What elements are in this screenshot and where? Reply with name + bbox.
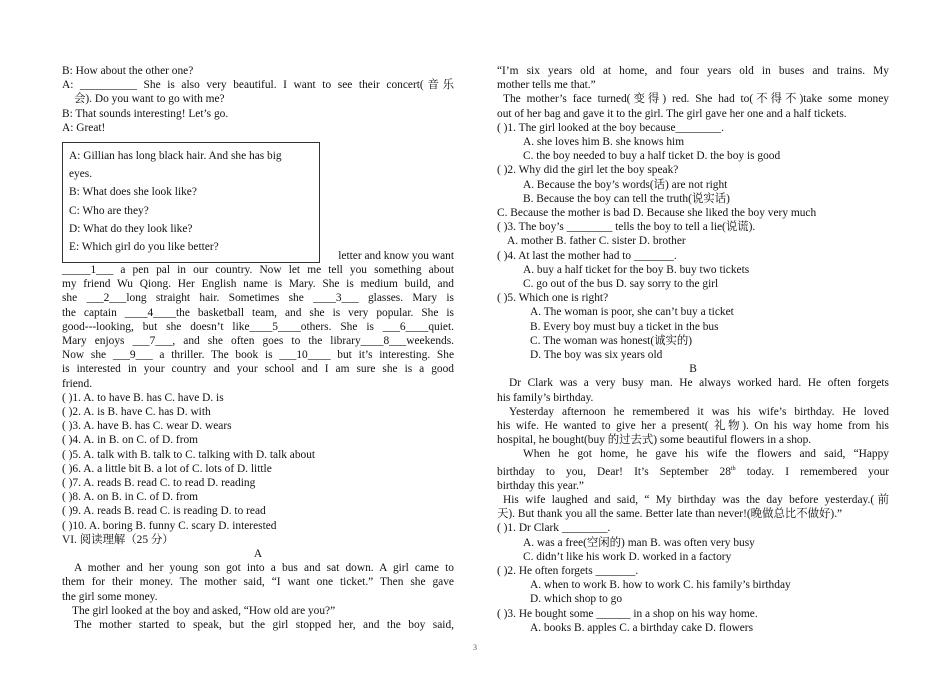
cloze-question: ( )1. A. to have B. has C. have D. is <box>62 391 224 404</box>
passage-a-line: mother tells me that.” <box>497 79 596 92</box>
cloze-question: ( )4. A. in B. on C. of D. from <box>62 434 199 447</box>
dialogue-line: B: How about the other one? <box>62 65 194 77</box>
cloze-question: ( )5. A. talk with B. talk to C. talking with D. talk about <box>62 448 316 461</box>
answer-options: C. didn’t like his work D. worked in a factory <box>523 550 732 563</box>
cloze-line: letter and know you want <box>338 249 454 262</box>
passage-b-line: Yesterday afternoon he remembered it was his wife’s birthday. He loved <box>509 405 889 418</box>
answer-options: A. when to work B. how to work C. his family’s birthday <box>530 579 791 592</box>
passage-a-line: The girl looked at the boy and asked, “How old are you?” <box>72 604 336 617</box>
passage-b-line: When he got home, he gave his wife the flowers and said, “Happy <box>523 448 889 461</box>
answer-options: A. buy a half ticket for the boy B. buy two tickets <box>523 263 750 276</box>
passage-a-line: The mother started to speak, but the girl stopped her, and the boy said, <box>74 619 454 632</box>
answer-options: B. Because the boy can tell the truth(说实话) <box>523 192 730 205</box>
answer-options: D. which shop to go <box>530 593 623 606</box>
question: ( )2. He often forgets _______. <box>497 564 639 577</box>
passage-a-line: A mother and her young son got into a bus and sat down. A girl came to <box>74 562 454 575</box>
answer-options: B. Every boy must buy a ticket in the bus <box>530 320 719 333</box>
dialogue-line: A: __________ She is also very beautiful. I want to see their concert(音乐 <box>62 79 454 92</box>
ordinal-suffix: th <box>730 465 736 472</box>
passage-a-line: them for their money. The mother said, “I want one ticket.” Then she gave <box>62 576 454 589</box>
cloze-question: ( )6. A. a little bit B. a lot of C. lots of D. little <box>62 462 272 475</box>
passage-b-line: his wife. He wanted to give her a present( 礼物). On his way home from his <box>497 420 889 433</box>
passage-b-line: hospital, he bought(buy 的过去式) some beautiful flowers in a shop. <box>497 434 812 447</box>
passage-b-line <box>497 462 889 479</box>
passage-a-line: out of her bag and gave it to the girl. The girl gave her one and a half tickets. <box>497 107 847 120</box>
cloze-line: Now she ___9___ a thriller. The book is ___10____ but it’s interesting. She <box>62 349 454 362</box>
answer-options: C. go out of the bus D. say sorry to the girl <box>523 278 719 291</box>
passage-b-line: His wife laughed and said, “ My birthday was the day before yesterday.(前 <box>503 493 889 506</box>
passage-b-line: 天). But thank you all the same. Better late than never!(晚做总比不做好).” <box>497 508 843 521</box>
answer-options: C. Because the mother is bad D. Because she liked the boy very much <box>497 207 817 220</box>
passage-a-line: the girl some money. <box>62 590 158 603</box>
cloze-line: my friend Wu Qiong. Her English name is Mary. She is medium build, and <box>62 278 454 291</box>
question: ( )5. Which one is right? <box>497 292 609 305</box>
option-line: E: Which girl do you like better? <box>69 241 219 254</box>
cloze-line: is interested in your country and your school and I am sure she is a good <box>62 363 454 376</box>
dialogue-line: 会). Do you want to go with me? <box>74 93 225 106</box>
passage-b-text: today. I remembered your <box>735 465 889 478</box>
cloze-line: she ___2___long straight hair. Sometimes she ____3___ glasses. Mary is <box>62 292 454 305</box>
question: ( )3. The boy’s ________ tells the boy to tell a lie(说谎). <box>497 221 756 234</box>
passage-b-line: Dr Clark was a very busy man. He always worked hard. He often forgets <box>509 377 889 390</box>
passage-a-line: “I’m six years old at home, and four years old in buses and trains. My <box>497 65 889 77</box>
right-column <box>497 64 889 635</box>
cloze-question: ( )7. A. reads B. read C. to read D. reading <box>62 477 256 490</box>
cloze-question: ( )9. A. reads B. read C. is reading D. to read <box>62 505 266 518</box>
option-line: eyes. <box>69 168 93 181</box>
options-box <box>62 142 320 263</box>
answer-options: A. Because the boy’s words(话) are not right <box>523 178 728 191</box>
passage-b-line: his family’s birthday. <box>497 391 594 404</box>
option-line: C: Who are they? <box>69 204 149 217</box>
option-line: D: What do they look like? <box>69 222 193 235</box>
passage-b-line: birthday this year.” <box>497 479 584 492</box>
answer-options: C. The woman was honest(诚实的) <box>530 334 693 347</box>
passage-a-label: A <box>253 548 263 561</box>
answer-options: A. she loves him B. she knows him <box>523 136 685 149</box>
answer-options: A. was a free(空闲的) man B. was often very busy <box>523 536 755 549</box>
question: ( )1. Dr Clark ________. <box>497 522 611 535</box>
section-title: VI. 阅读理解（25 分） <box>62 533 174 546</box>
passage-b-label: B <box>689 363 697 376</box>
page-number: 3 <box>473 643 477 652</box>
cloze-question: ( )2. A. is B. have C. has D. with <box>62 406 211 419</box>
passage-b-text: birthday to you, Dear! It’s September 28 <box>497 465 731 478</box>
answer-options: A. mother B. father C. sister D. brother <box>507 235 686 248</box>
passage-a-line: The mother’s face turned(变得) red. She had to(不得不)take some money <box>503 93 889 106</box>
question: ( )1. The girl looked at the boy because________. <box>497 121 724 134</box>
answer-options: A. The woman is poor, she can’t buy a ticket <box>530 306 734 319</box>
dialogue-line: A: Great! <box>62 121 106 134</box>
cloze-line: _____1___ a pen pal in our country. Now let me tell you something about <box>62 264 454 277</box>
answer-options: D. The boy was six years old <box>530 349 663 362</box>
cloze-question: ( )8. A. on B. in C. of D. from <box>62 491 199 504</box>
cloze-line: the captain ____4____the basketball team, and she is very popular. She is <box>62 306 454 319</box>
option-line: A: Gillian has long black hair. And she has big <box>69 150 282 162</box>
cloze-line: friend. <box>62 377 93 390</box>
cloze-line: Mary enjoys ___7___, and she often goes to the library____8___weekends. <box>62 335 454 348</box>
answer-options: C. the boy needed to buy a half ticket D. the boy is good <box>523 150 781 163</box>
question: ( )3. He bought some ______ in a shop on his way home. <box>497 607 758 620</box>
dialogue-line: B: That sounds interesting! Let’s go. <box>62 107 229 120</box>
cloze-question: ( )3. A. have B. has C. wear D. wears <box>62 420 232 433</box>
answer-options: A. books B. apples C. a birthday cake D. flowers <box>530 621 754 634</box>
cloze-question: ( )10. A. boring B. funny C. scary D. interested <box>62 519 277 532</box>
question: ( )4. At last the mother had to _______. <box>497 249 677 262</box>
option-line: B: What does she look like? <box>69 186 197 199</box>
question: ( )2. Why did the girl let the boy speak? <box>497 164 679 177</box>
cloze-line: good---looking, but she doesn’t like____5____others. She is ___6____quiet. <box>62 320 454 333</box>
